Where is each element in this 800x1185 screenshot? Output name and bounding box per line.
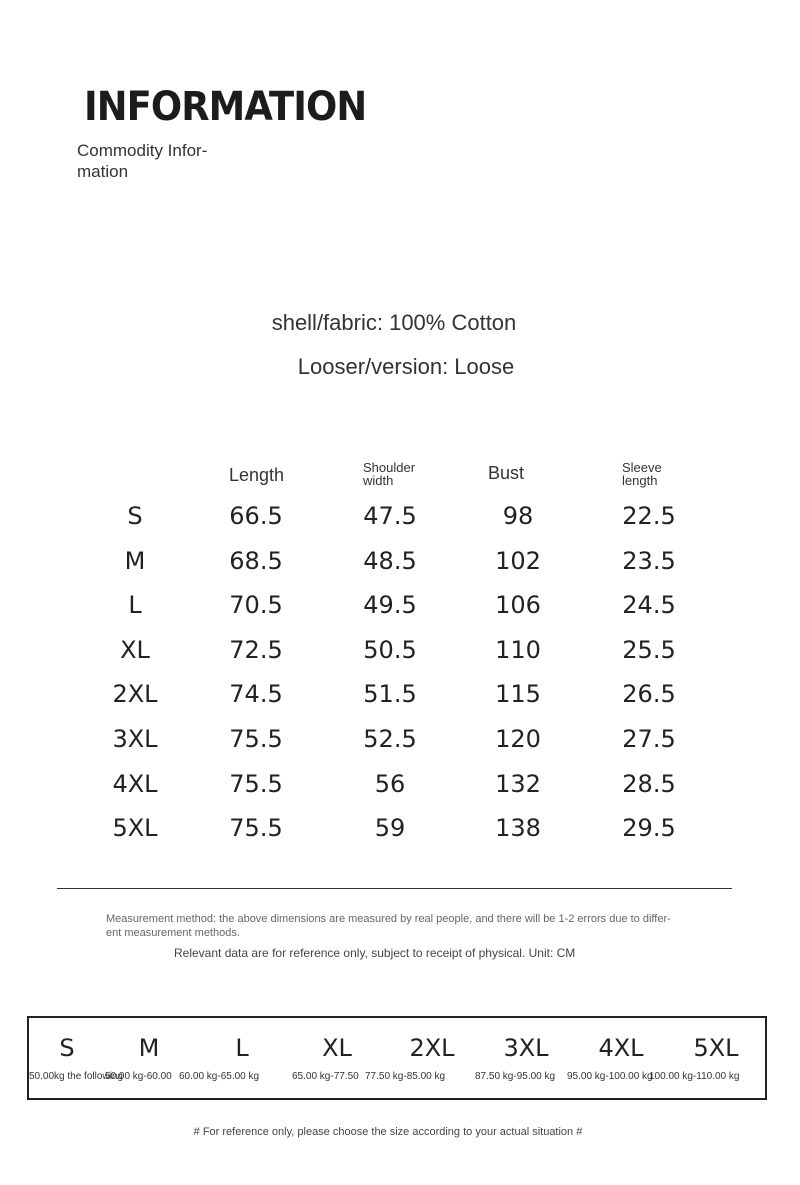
weight-guide-range: 95.00 kg-100.00 kg bbox=[567, 1071, 653, 1082]
shoulder-value: 50.5 bbox=[363, 635, 417, 664]
length-value: 75.5 bbox=[229, 814, 283, 843]
shoulder-value: 59 bbox=[374, 814, 406, 843]
shoulder-value: 51.5 bbox=[363, 680, 417, 709]
weight-guide-range: 77.50 kg-85.00 kg bbox=[365, 1071, 446, 1082]
table-row bbox=[0, 636, 800, 676]
weight-guide-size: 2XL bbox=[409, 1034, 455, 1062]
size-label: S bbox=[127, 502, 143, 530]
weight-guide-range: 87.50 kg-95.00 kg bbox=[475, 1071, 556, 1082]
weight-guide-range: 60.00 kg-65.00 kg bbox=[179, 1071, 260, 1082]
weight-guide-box bbox=[27, 1016, 767, 1100]
table-row bbox=[0, 680, 800, 720]
weight-guide-size: 5XL bbox=[693, 1034, 739, 1062]
table-row bbox=[0, 547, 800, 587]
sleeve-value: 28.5 bbox=[622, 769, 676, 798]
length-value: 75.5 bbox=[229, 725, 283, 753]
sleeve-value: 22.5 bbox=[622, 502, 676, 530]
shoulder-value: 47.5 bbox=[363, 502, 417, 530]
length-value: 68.5 bbox=[229, 546, 283, 575]
shoulder-value: 52.5 bbox=[363, 725, 417, 753]
weight-guide-range: 50.00kg the following bbox=[29, 1071, 123, 1082]
weight-guide-size: L bbox=[235, 1034, 249, 1062]
shoulder-value: 56 bbox=[374, 769, 406, 798]
size-label: 5XL bbox=[112, 814, 158, 843]
weight-guide-size: S bbox=[59, 1034, 75, 1062]
bust-value: 132 bbox=[495, 769, 541, 798]
table-row bbox=[0, 502, 800, 542]
header-bust: Bust bbox=[488, 463, 525, 483]
table-row bbox=[0, 814, 800, 854]
bust-value: 102 bbox=[495, 546, 541, 575]
bust-value: 115 bbox=[495, 680, 541, 709]
fit-spec: Looser/version: Loose bbox=[297, 354, 515, 379]
measurement-note: Measurement method: the above dimensions are measured by real people, and there will be 1-2 errors due to differ-ent measurement methods. bbox=[106, 913, 671, 939]
page-title: INFORMATION bbox=[84, 84, 367, 130]
weight-guide-size: 4XL bbox=[598, 1034, 644, 1062]
divider bbox=[57, 888, 732, 889]
table-row bbox=[0, 591, 800, 631]
sleeve-value: 23.5 bbox=[622, 546, 676, 575]
size-label: 2XL bbox=[112, 680, 158, 709]
weight-guide-range: 100.00 kg-110.00 kg bbox=[649, 1071, 740, 1082]
size-label: 4XL bbox=[112, 769, 158, 798]
footer-note: # For reference only, please choose the size according to your actual situation # bbox=[193, 1126, 583, 1138]
length-value: 75.5 bbox=[229, 769, 283, 798]
size-label: 3XL bbox=[112, 725, 158, 753]
bust-value: 120 bbox=[495, 725, 541, 753]
length-value: 70.5 bbox=[229, 591, 283, 620]
page-subtitle: Commodity Infor-mation bbox=[77, 141, 208, 181]
length-value: 72.5 bbox=[229, 635, 283, 664]
weight-guide-size: M bbox=[138, 1034, 160, 1062]
header-sleeve-length: Sleeve length bbox=[622, 460, 662, 488]
header-length: Length bbox=[229, 465, 285, 485]
bust-value: 106 bbox=[495, 591, 541, 620]
size-label: L bbox=[128, 591, 142, 620]
reference-note: Relevant data are for reference only, subject to receipt of physical. Unit: CM bbox=[174, 946, 576, 960]
sleeve-value: 26.5 bbox=[622, 680, 676, 709]
sleeve-value: 27.5 bbox=[622, 725, 676, 753]
length-value: 66.5 bbox=[229, 502, 283, 530]
table-row bbox=[0, 770, 800, 810]
header-shoulder-width: Shoulder width bbox=[363, 460, 416, 488]
sleeve-value: 24.5 bbox=[622, 591, 676, 620]
table-row bbox=[0, 725, 800, 765]
sleeve-value: 25.5 bbox=[622, 635, 676, 664]
weight-guide-range: 50.00 kg-60.00 bbox=[105, 1071, 172, 1082]
fabric-spec: shell/fabric: 100% Cotton bbox=[271, 310, 517, 335]
size-label: M bbox=[124, 546, 146, 575]
shoulder-value: 49.5 bbox=[363, 591, 417, 620]
bust-value: 138 bbox=[495, 814, 541, 843]
size-label: XL bbox=[120, 635, 150, 664]
shoulder-value: 48.5 bbox=[363, 546, 417, 575]
weight-guide-size: XL bbox=[322, 1034, 352, 1062]
length-value: 74.5 bbox=[229, 680, 283, 709]
bust-value: 110 bbox=[495, 635, 541, 664]
weight-guide-size: 3XL bbox=[503, 1034, 549, 1062]
sleeve-value: 29.5 bbox=[622, 814, 676, 843]
bust-value: 98 bbox=[502, 502, 534, 530]
weight-guide-range: 65.00 kg-77.50 bbox=[292, 1071, 359, 1082]
